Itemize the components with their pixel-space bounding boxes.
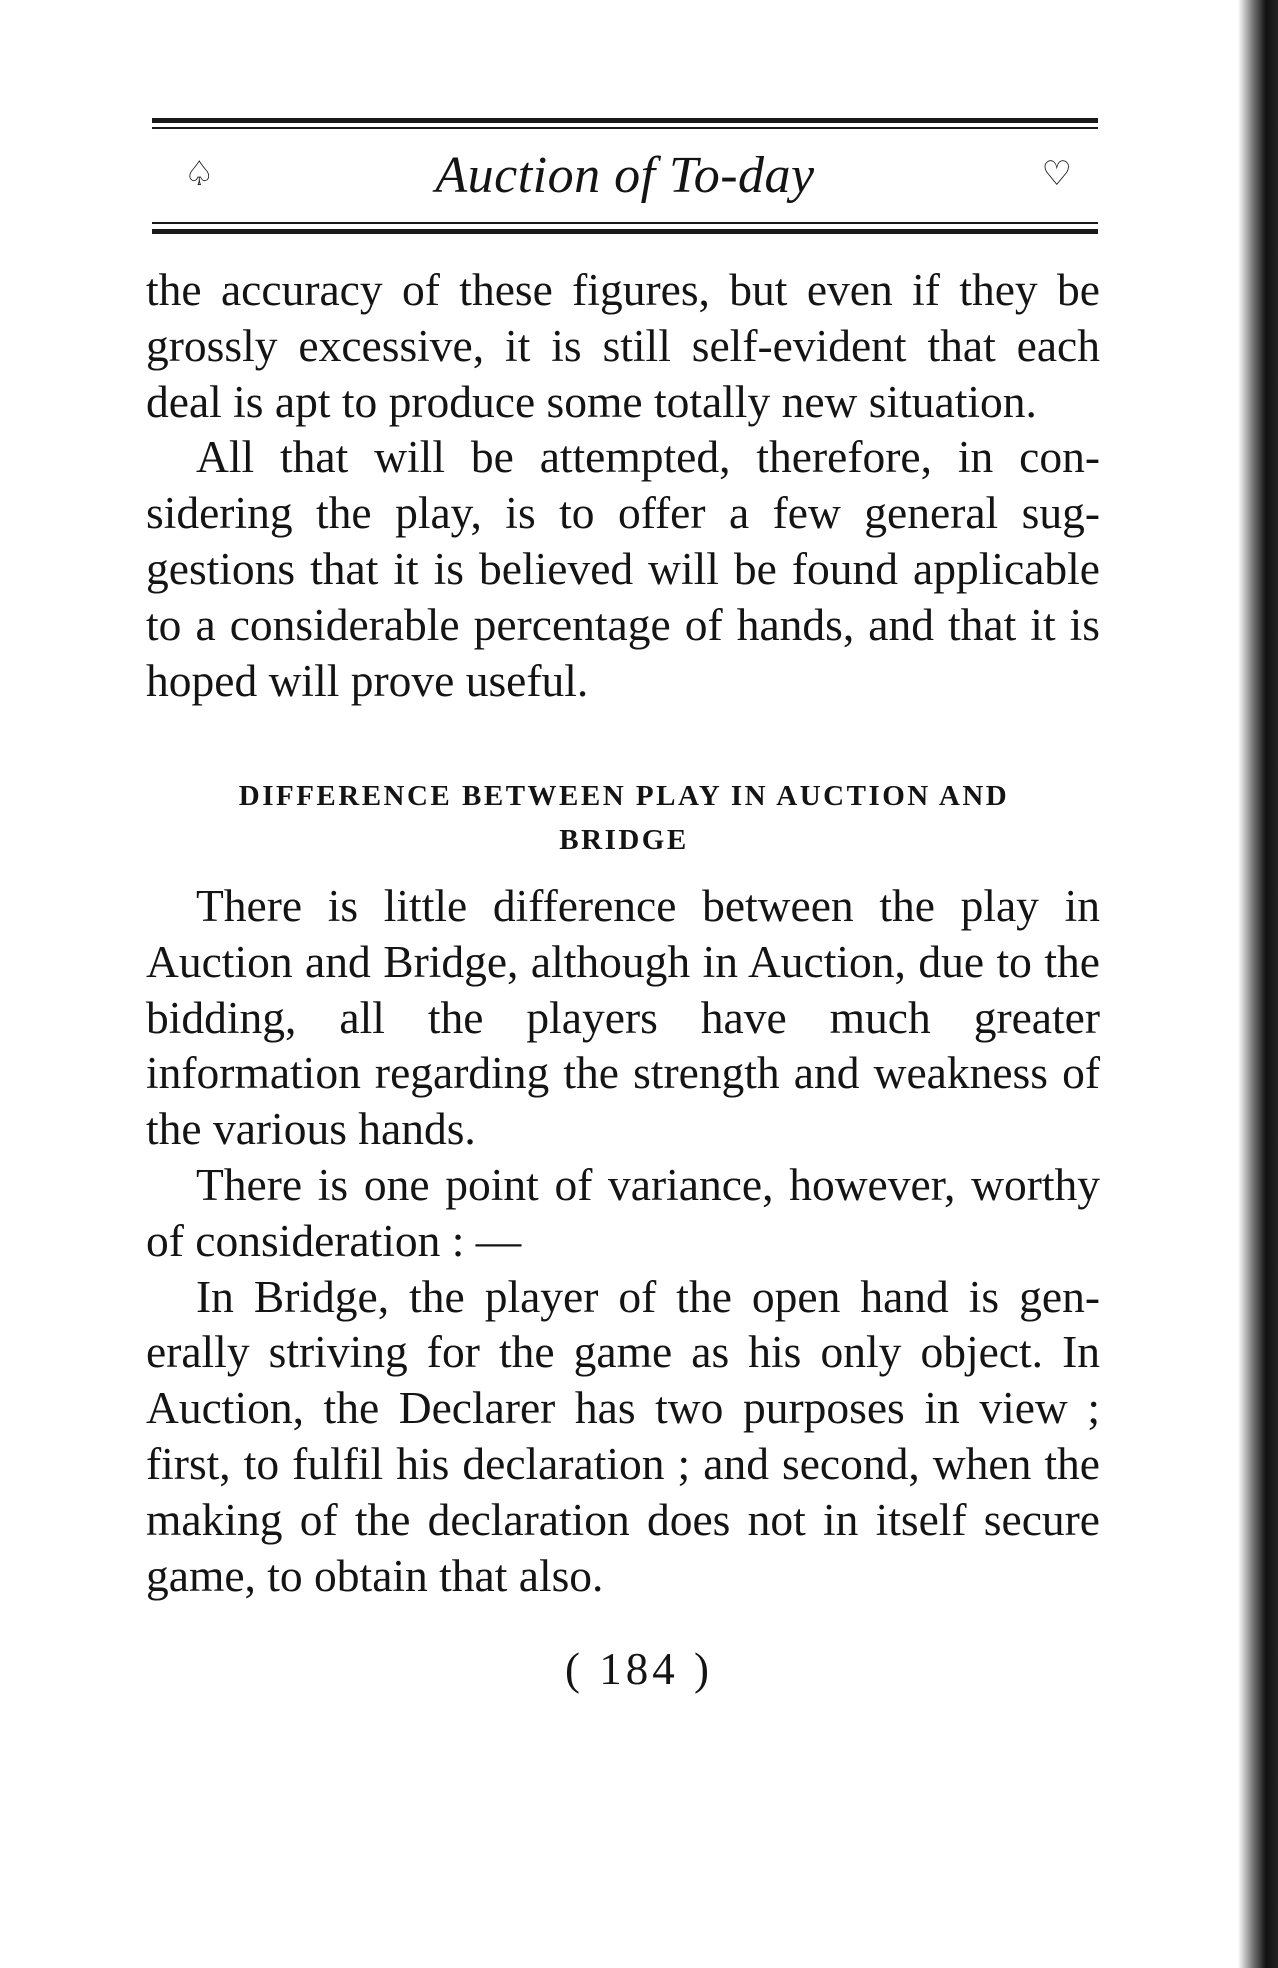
section-heading: DIFFERENCE BETWEEN PLAY IN AUCTION AND BRIDGE <box>238 780 1010 856</box>
running-title: Auction of To-day <box>435 147 815 204</box>
paragraph-variance: There is one point of variance, however, worthy of consideration : — <box>146 1158 1100 1266</box>
paragraph-difference: There is little difference between the play in Auction and Bridge, although in Auction, due to the bidding, all the players have much greater information regarding the strength and weakness of the various hands. <box>146 880 1100 1155</box>
running-header <box>152 140 1098 220</box>
paragraph-play-suggestions: All that will be attempted, therefore, in considering the play, is to offer a few general suggestions that it is believed will be found applicable to a considerable percentage of hands, and that it is hoped will prove useful. <box>146 431 1100 706</box>
header-rule-bottom <box>152 229 1098 234</box>
heart-icon: ♡ <box>1041 154 1072 194</box>
header-rule-top-thin <box>152 127 1098 129</box>
body-text-top <box>146 262 1100 708</box>
header-rule-top <box>152 118 1098 123</box>
body-text-section <box>146 878 1100 1603</box>
paragraph-bridge-vs-auction: In Bridge, the player of the open hand is generally striving for the game as his only object. In Auction, the Declarer has two purposes in view ; first, to fulfil his declaration ; and second, when the making of the declaration does not in itself secure game, to obtain that also. <box>146 1270 1100 1601</box>
header-rule-bottom-thin <box>152 222 1098 224</box>
paragraph-continued: the accuracy of these figures, but even if they be grossly excessive, it is still self-evident that each deal is apt to produce some totally new situation. <box>146 264 1100 427</box>
page-number: ( 184 ) <box>565 1644 713 1694</box>
spade-icon: ♤ <box>184 154 215 194</box>
